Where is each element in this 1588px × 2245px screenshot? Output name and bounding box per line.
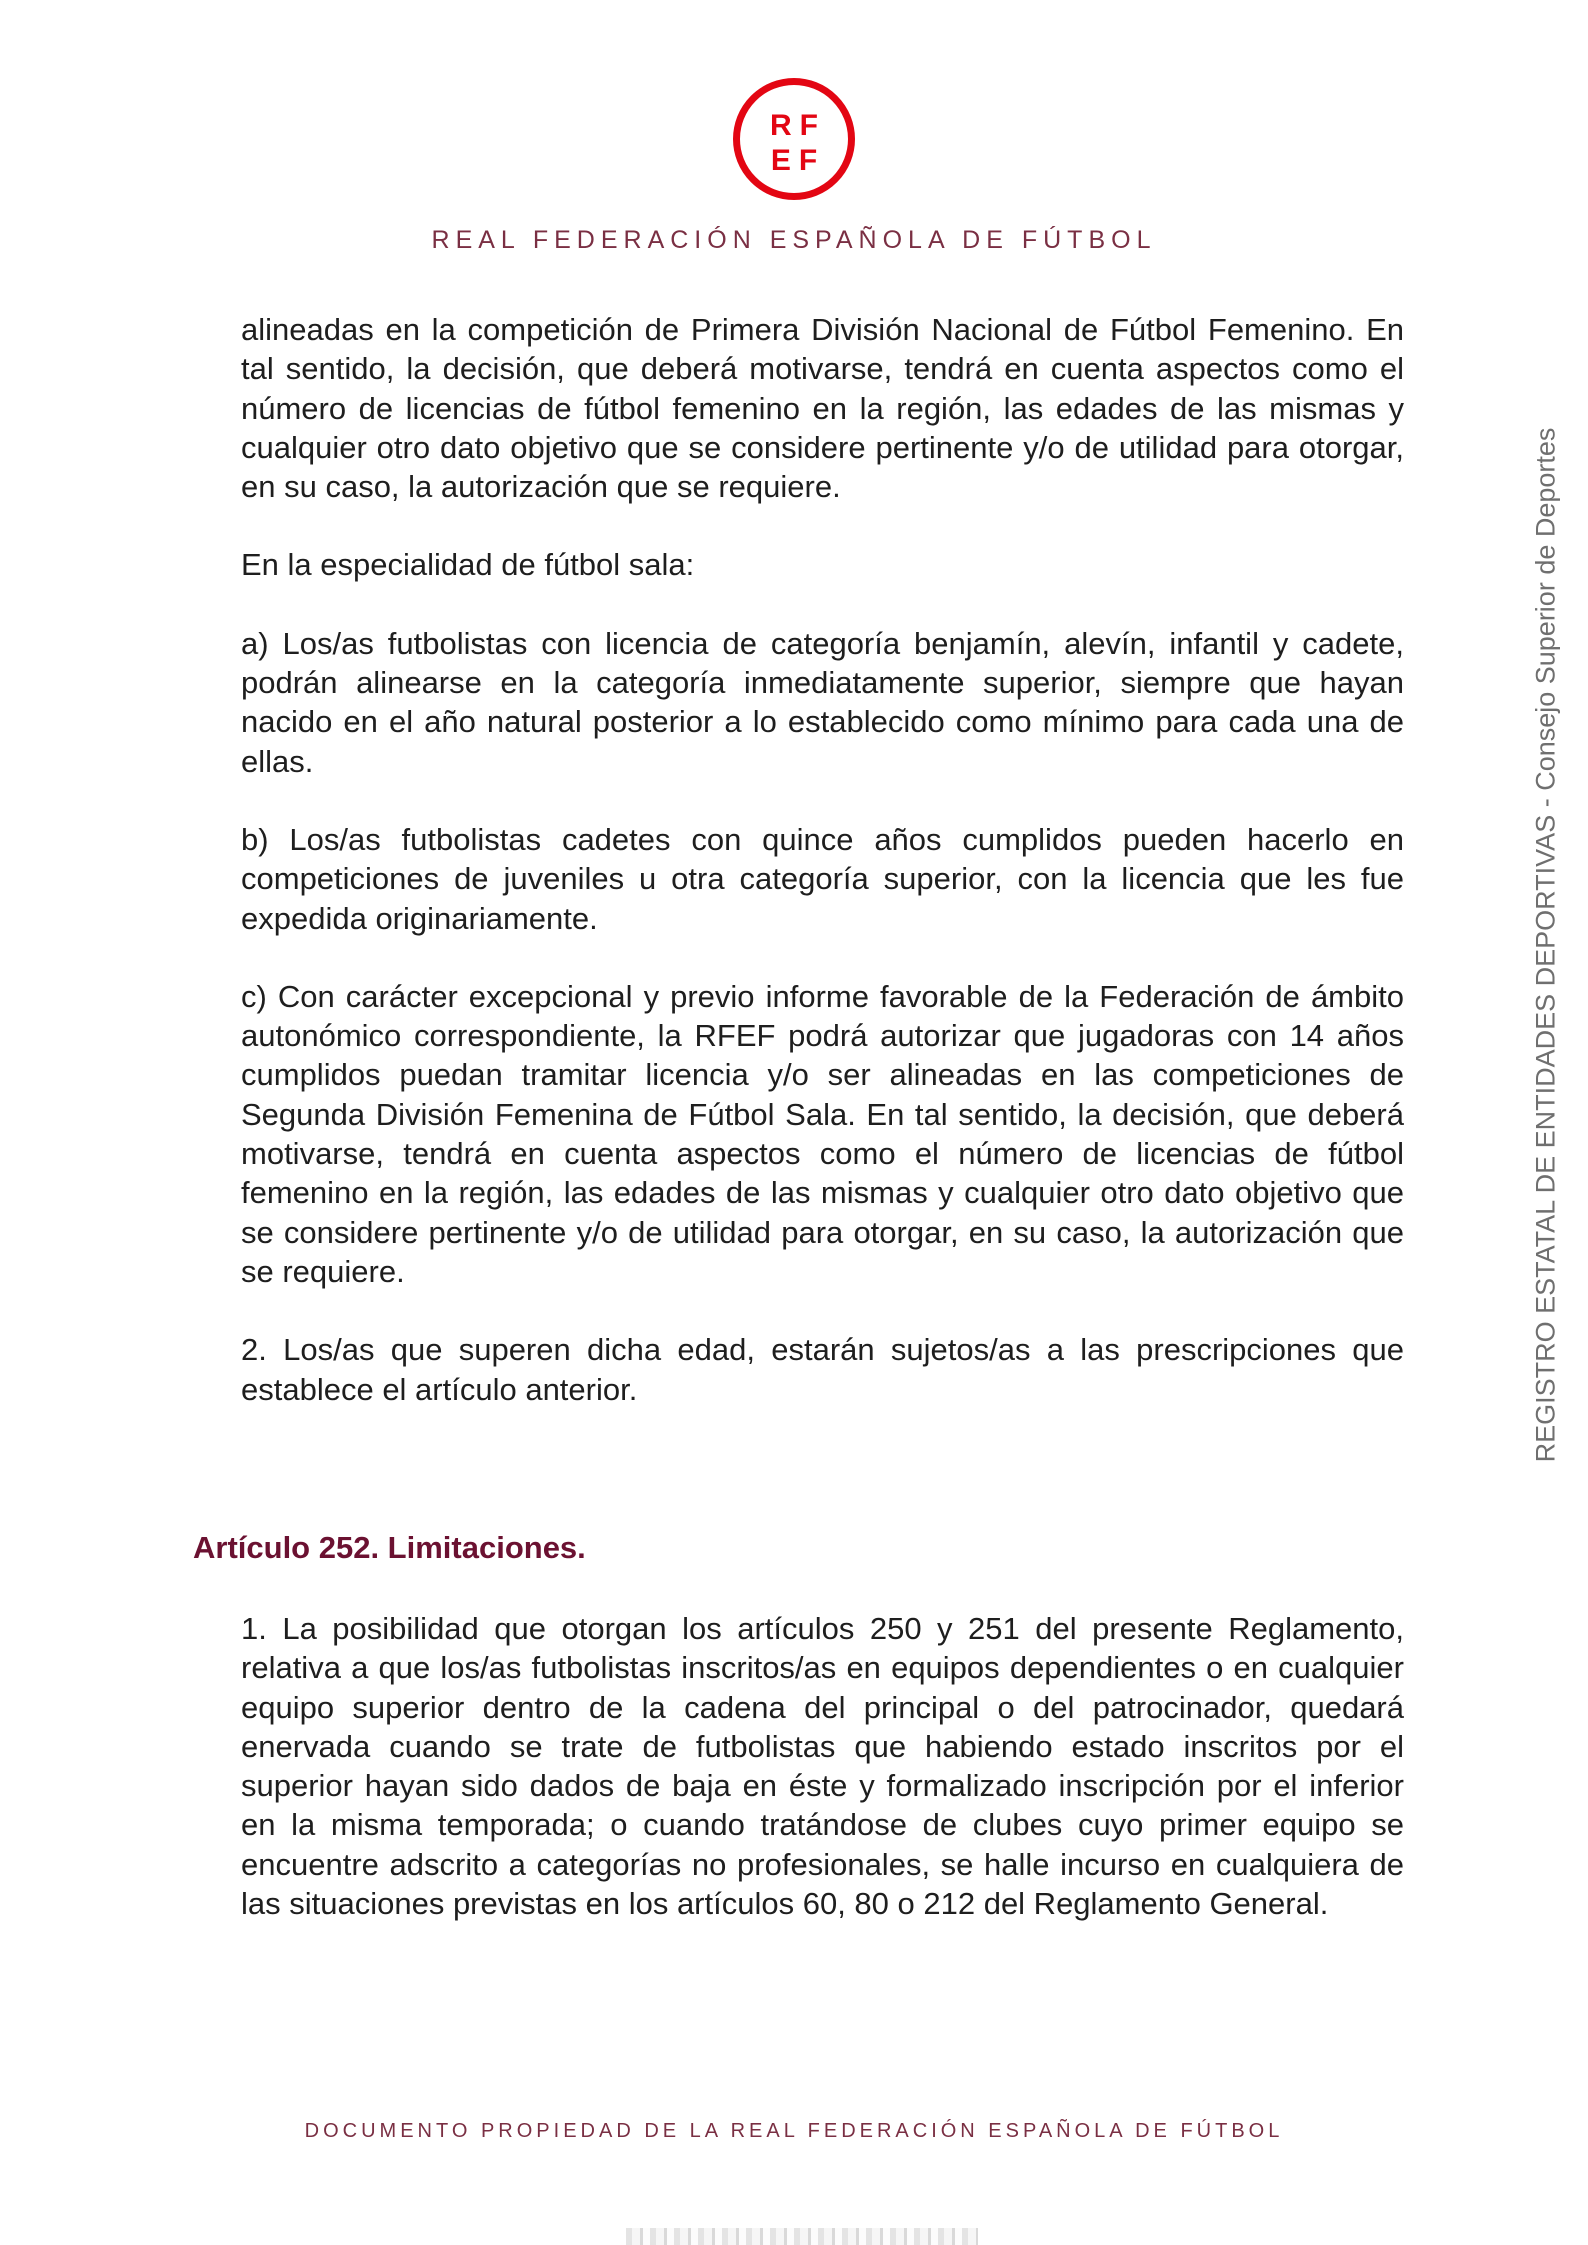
paragraph-point-2: 2. Los/as que superen dicha edad, estarán sujetos/as a las prescripciones que establece el artículo anterior. — [241, 1332, 1404, 1407]
document-footer: DOCUMENTO PROPIEDAD DE LA REAL FEDERACIÓN ESPAÑOLA DE FÚTBOL — [304, 2120, 1284, 2142]
logo-line-2: EF — [770, 144, 826, 177]
rfef-logo — [733, 78, 855, 200]
document-body — [241, 310, 1404, 1448]
rfef-logo-letters — [740, 108, 848, 178]
scan-artifact — [626, 2228, 978, 2245]
paragraph-item-c: c) Con carácter excepcional y previo informe favorable de la Federación de ámbito autonómico correspondiente, la RFEF podrá autorizar que jugadoras con 14 años cumplidos puedan tramitar licencia y/o ser alineadas en las competiciones de Segunda División Femenina de Fútbol Sala. En tal sentido, la decisión, que deberá motivarse, tendrá en cuenta aspectos como el número de licencias de fútbol femenino en la región, las edades de las mismas y cualquier otro dato objetivo que se considere pertinente y/o de utilidad para otorgar, en su caso, la autorización que se requiere. — [241, 978, 1404, 1289]
organization-name: REAL FEDERACIÓN ESPAÑOLA DE FÚTBOL — [431, 226, 1157, 254]
article-title: Artículo 252. Limitaciones. — [193, 1530, 586, 1565]
article-body — [241, 1609, 1404, 1923]
paragraph-item-b: b) Los/as futbolistas cadetes con quince años cumplidos pueden hacerlo en competiciones de juveniles u otra categoría superior, con la licencia que les fue expedida originariamente. — [241, 821, 1404, 936]
article-paragraph-1: 1. La posibilidad que otorgan los artículos 250 y 251 del presente Reglamento, relativa a que los/as futbolistas inscritos/as en equipos dependientes o en cualquier equipo superior dentro de la cadena del principal o del patrocinador, quedará enervada cuando se trate de futbolistas que habiendo estado inscritos por el superior hayan sido dados de baja en éste y formalizado inscripción por el inferior en la misma temporada; o cuando tratándose de clubes cuyo primer equipo se encuentre adscrito a categorías no profesionales, se halle incurso en cualquiera de las situaciones previstas en los artículos 60, 80 o 212 del Reglamento General. — [241, 1611, 1404, 1922]
logo-line-1: RF — [770, 109, 826, 142]
paragraph-item-a: a) Los/as futbolistas con licencia de categoría benjamín, alevín, infantil y cadete, podrán alinearse en la categoría inmediatamente superior, siempre que hayan nacido en el año natural posterior a lo establecido como mínimo para cada una de ellas. — [241, 625, 1404, 779]
paragraph-continuation: alineadas en la competición de Primera División Nacional de Fútbol Femenino. En tal sentido, la decisión, que deberá motivarse, tendrá en cuenta aspectos como el número de licencias de fútbol femenino en la región, las edades de las mismas y cualquier otro dato objetivo que se considere pertinente y/o de utilidad para otorgar, en su caso, la autorización que se requiere. — [241, 312, 1404, 505]
side-registry-stamp: REGISTRO ESTATAL DE ENTIDADES DEPORTIVAS - Consejo Superior de Deportes — [1530, 427, 1561, 1463]
paragraph-futsal-intro: En la especialidad de fútbol sala: — [241, 547, 695, 583]
